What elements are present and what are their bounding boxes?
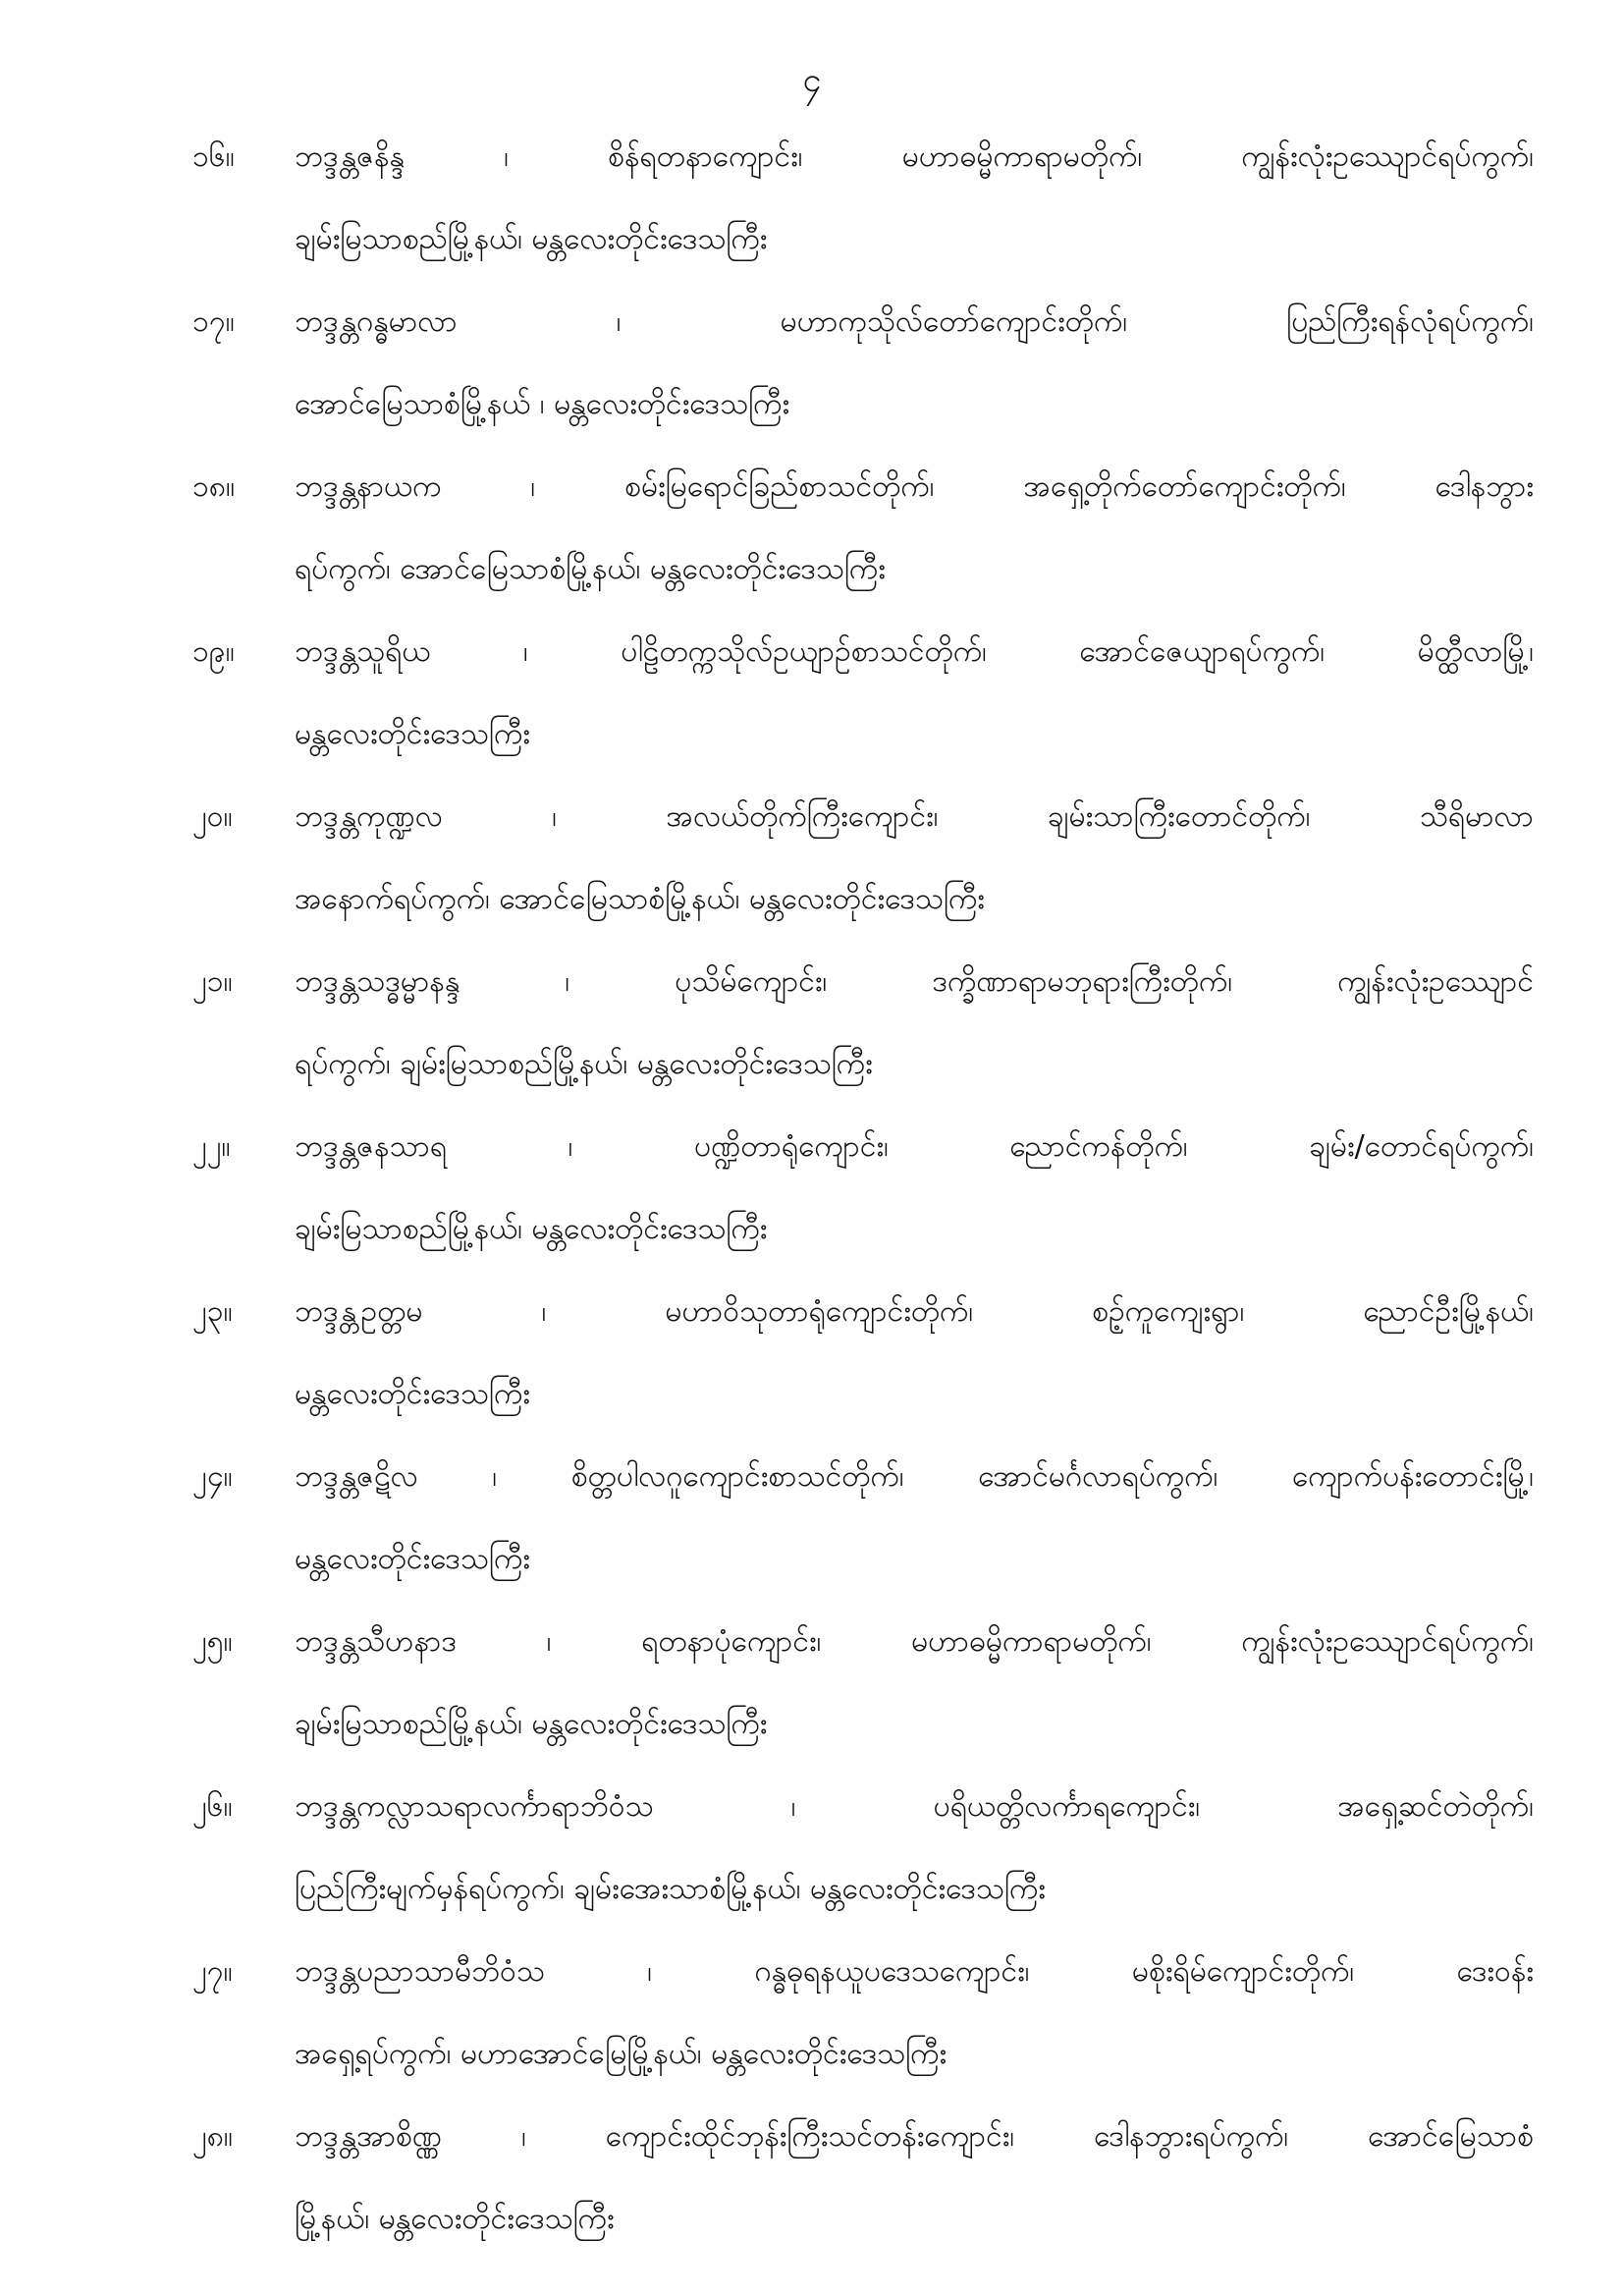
entry-line-1: ဘဒ္ဒန္တအာစိဏ္ဏ ၊ ကျောင်းထိုင်ဘုန်းကြီးသင်တန်းကျောင်း၊ ဒေါနဘွားရပ်ကွက်၊ အောင်မြေသာစံ [295, 2119, 1534, 2154]
entry-line-1: ဘဒ္ဒန္တကလ္လာသရာလင်္ကာရာဘိဝံသ ၊ ပရိယတ္တိလင်္ကာရကျောင်း၊ အရှေ့ဆင်တဲတိုက်၊ [295, 1789, 1534, 1824]
entry-number: ၁၉။ [192, 634, 235, 669]
entry-line-1: ဘဒ္ဒန္တဇနိန္ဒ ၊ စိန်ရတနာကျောင်း၊ မဟာဓမ္မိကာရာမတိုက်၊ ကျွန်းလုံးဥဿျောင်ရပ်ကွက်၊ [295, 139, 1534, 174]
entry-line-1: ဘဒ္ဒန္တပညာသာမီဘိဝံသ ၊ ဂန္ဓဓုရနယူပဒေသကျောင်း၊ မစိုးရိမ်ကျောင်းတိုက်၊ ဒေးဝန်း [295, 1954, 1534, 1989]
entry-line-2: မန္တလေးတိုင်းဒေသကြီး [295, 717, 530, 751]
list-item [0, 281, 1624, 446]
list-item [0, 2096, 1624, 2261]
entry-line-2: ချမ်းမြသာစည်မြို့နယ်၊ မန္တလေးတိုင်းဒေသကြီး [295, 222, 768, 256]
list-item [0, 116, 1624, 281]
list-item [0, 1931, 1624, 2096]
entry-line-2: မန္တလေးတိုင်းဒေသကြီး [295, 1377, 530, 1411]
entry-line-1: ဘဒ္ဒန္တသဒ္ဓမ္မာနန္ဒ ၊ ပုသိမ်ကျောင်း၊ ဒက္ခိဏာရာမဘုရားကြီးတိုက်၊ ကျွန်းလုံးဥဿျောင် [295, 964, 1534, 999]
list-item [0, 1601, 1624, 1766]
entry-number: ၁၈။ [192, 469, 236, 504]
list-item [0, 1766, 1624, 1931]
entry-number: ၂၄။ [192, 1459, 233, 1494]
entry-line-1: ဘဒ္ဒန္တဇနသာရ ၊ ပဏ္ဍိတာရုံကျောင်း၊ ညောင်ကန်တိုက်၊ ချမ်း/တောင်ရပ်ကွက်၊ [295, 1129, 1534, 1164]
entry-number: ၂၈။ [192, 2119, 233, 2154]
entry-line-2: အောင်မြေသာစံမြို့နယ် ၊ မန္တလေးတိုင်းဒေသကြီး [295, 387, 790, 421]
entry-line-2: အနောက်ရပ်ကွက်၊ အောင်မြေသာစံမြို့နယ်၊ မန္တလေးတိုင်းဒေသကြီး [295, 882, 985, 916]
entry-line-2: မန္တလေးတိုင်းဒေသကြီး [295, 1542, 530, 1576]
entry-line-1: ဘဒ္ဒန္တကုဏ္ဍလ ၊ အလယ်တိုက်ကြီးကျောင်း၊ ချမ်းသာကြီးတောင်တိုက်၊ သီရိမာလာ [295, 799, 1534, 834]
list-item [0, 941, 1624, 1106]
entry-line-1: ဘဒ္ဒန္တနာယက ၊ စမ်းမြရောင်ခြည်စာသင်တိုက်၊ အရှေ့တိုက်တော်ကျောင်းတိုက်၊ ဒေါနဘွား [295, 469, 1534, 504]
entry-number: ၂၆။ [192, 1789, 233, 1824]
list-item [0, 446, 1624, 611]
entry-number: ၁၇။ [192, 304, 235, 339]
entry-line-2: ရပ်ကွက်၊ အောင်မြေသာစံမြို့နယ်၊ မန္တလေးတိုင်းဒေသကြီး [295, 552, 886, 586]
entry-line-1: ဘဒ္ဒန္တဂန္ဓမာလာ ၊ မဟာကုသိုလ်တော်ကျောင်းတိုက်၊ ပြည်ကြီးရန်လုံရပ်ကွက်၊ [295, 304, 1534, 339]
entry-line-1: ဘဒ္ဒန္တဇဋိလ ၊ စိတ္တပါလဂူကျောင်းစာသင်တိုက်၊ အောင်မင်္ဂလာရပ်ကွက်၊ ကျောက်ပန်းတောင်းမြို့၊ [295, 1459, 1534, 1494]
entry-number: ၂၀။ [192, 799, 233, 834]
entry-line-2: ချမ်းမြသာစည်မြို့နယ်၊ မန္တလေးတိုင်းဒေသကြီး [295, 1707, 768, 1741]
entry-line-1: ဘဒ္ဒန္တဥတ္တမ ၊ မဟာဝိသုတာရုံကျောင်းတိုက်၊ စဥ့်ကူကျေးရွာ၊ ညောင်ဦးမြို့နယ်၊ [295, 1294, 1534, 1329]
entry-line-2: မြို့နယ်၊ မန္တလေးတိုင်းဒေသကြီး [295, 2202, 615, 2236]
entry-number: ၂၃။ [192, 1294, 233, 1329]
list-item [0, 1436, 1624, 1601]
entry-line-2: ချမ်းမြသာစည်မြို့နယ်၊ မန္တလေးတိုင်းဒေသကြီး [295, 1212, 768, 1246]
list-item [0, 1106, 1624, 1271]
list-item [0, 1271, 1624, 1436]
entry-line-2: ပြည်ကြီးမျက်မှန်ရပ်ကွက်၊ ချမ်းအေးသာစံမြို့နယ်၊ မန္တလေးတိုင်းဒေသကြီး [295, 1872, 1046, 1906]
entry-line-1: ဘဒ္ဒန္တသီဟနာဒ ၊ ရတနာပုံကျောင်း၊ မဟာဓမ္မိကာရာမတိုက်၊ ကျွန်းလုံးဥဿျောင်ရပ်ကွက်၊ [295, 1624, 1534, 1659]
entry-number: ၂၅။ [192, 1624, 233, 1659]
entry-number: ၁၆။ [192, 139, 235, 174]
list-item [0, 611, 1624, 776]
entry-line-2: အရှေ့ရပ်ကွက်၊ မဟာအောင်မြေမြို့နယ်၊ မန္တလေးတိုင်းဒေသကြီး [295, 2037, 947, 2071]
entry-line-2: ရပ်ကွက်၊ ချမ်းမြသာစည်မြို့နယ်၊ မန္တလေးတိုင်းဒေသကြီး [295, 1047, 873, 1081]
entry-line-1: ဘဒ္ဒန္တသူရိယ ၊ ပါဠိတက္ကသိုလ်ဥယျာဥ်စာသင်တိုက်၊ အောင်ဇေယျာရပ်ကွက်၊ မိတ္ထီလာမြို့၊ [295, 634, 1534, 669]
entry-number: ၂၂။ [192, 1129, 231, 1164]
entry-list [0, 116, 1624, 2261]
entry-number: ၂၁။ [192, 964, 233, 999]
list-item [0, 776, 1624, 941]
entry-number: ၂၇။ [192, 1954, 233, 1989]
page-number: ၄ [802, 61, 822, 100]
